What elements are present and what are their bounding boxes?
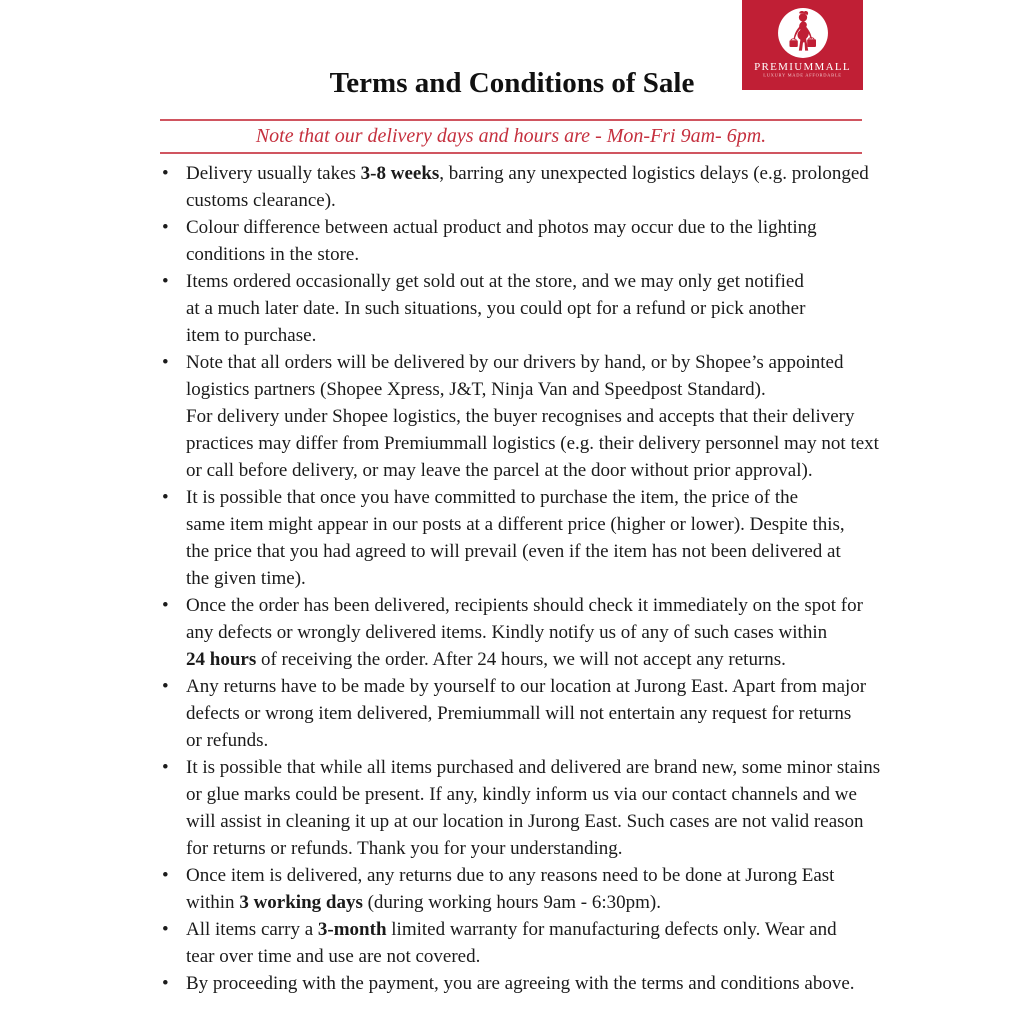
term-text: Delivery usually takes 3-8 weeks, barring any unexpected logistics delays (e.g. prolonged customs clearance). — [186, 163, 869, 211]
term-item — [160, 214, 880, 268]
term-item — [160, 970, 880, 997]
term-text: Items ordered occasionally get sold out at the store, and we may only get notified at a much later date. In such situations, you could opt for a refund or pick another item to purchase. — [186, 271, 806, 346]
term-item — [160, 916, 880, 970]
bullet-marker: • — [162, 595, 169, 616]
bullet-marker: • — [162, 919, 169, 940]
term-item — [160, 349, 880, 484]
term-text: Note that all orders will be delivered by our drivers by hand, or by Shopee’s appointed logistics partners (Shopee Xpress, J&T, Ninja Van and Speedpost Standard). For delivery under Shopee logistics, the buyer recognises and accepts that their delivery practices may differ from Premiummall logistics (e.g. their delivery personnel may not text or call before delivery, or may leave the parcel at the door without prior approval). — [186, 352, 879, 481]
term-text: Once the order has been delivered, recipients should check it immediately on the spot for any defects or wrongly delivered items. Kindly notify us of any of such cases within 24 hours of receiving the order. After 24 hours, we will not accept any returns. — [186, 595, 863, 670]
brand-tagline: LUXURY MADE AFFORDABLE — [763, 72, 842, 78]
brand-name: PREMIUMMALL — [754, 61, 851, 73]
bullet-marker: • — [162, 271, 169, 292]
term-text: It is possible that once you have committed to purchase the item, the price of the same item might appear in our posts at a different price (higher or lower). Despite this, the price that you had agreed to will prevail (even if the item has not been delivered at the given time). — [186, 487, 845, 589]
bullet-marker: • — [162, 352, 169, 373]
term-text: All items carry a 3-month limited warranty for manufacturing defects only. Wear and tear over time and use are not covered. — [186, 919, 837, 967]
term-item — [160, 862, 880, 916]
term-text: Any returns have to be made by yourself to our location at Jurong East. Apart from major defects or wrong item delivered, Premiummall will not entertain any request for returns or refunds. — [186, 676, 867, 751]
term-text: By proceeding with the payment, you are agreeing with the terms and conditions above. — [186, 973, 855, 994]
delivery-notice-band — [160, 119, 862, 154]
bullet-marker: • — [162, 487, 169, 508]
term-text: Colour difference between actual product and photos may occur due to the lighting conditions in the store. — [186, 217, 817, 265]
woman-with-shopping-bags-icon — [777, 7, 829, 59]
term-text: It is possible that while all items purchased and delivered are brand new, some minor stains or glue marks could be present. If any, kindly inform us via our contact channels and we will assist in cleaning it up at our location in Jurong East. Such cases are not valid reason for returns or refunds. Thank you for your understanding. — [186, 757, 881, 859]
page-title: Terms and Conditions of Sale — [329, 67, 695, 99]
term-item — [160, 484, 880, 592]
delivery-notice-text: Note that our delivery days and hours are - Mon-Fri 9am- 6pm. — [255, 125, 767, 147]
bullet-marker: • — [162, 865, 169, 886]
term-text: Once item is delivered, any returns due to any reasons need to be done at Jurong East within 3 working days (during working hours 9am - 6:30pm). — [186, 865, 835, 913]
bullet-marker: • — [162, 973, 169, 994]
bullet-marker: • — [162, 163, 169, 184]
bullet-marker: • — [162, 217, 169, 238]
term-item — [160, 160, 880, 214]
term-item — [160, 268, 880, 349]
term-item — [160, 673, 880, 754]
term-item — [160, 592, 880, 673]
bullet-marker: • — [162, 676, 169, 697]
term-item — [160, 754, 880, 862]
terms-list — [160, 160, 880, 997]
bullet-marker: • — [162, 757, 169, 778]
